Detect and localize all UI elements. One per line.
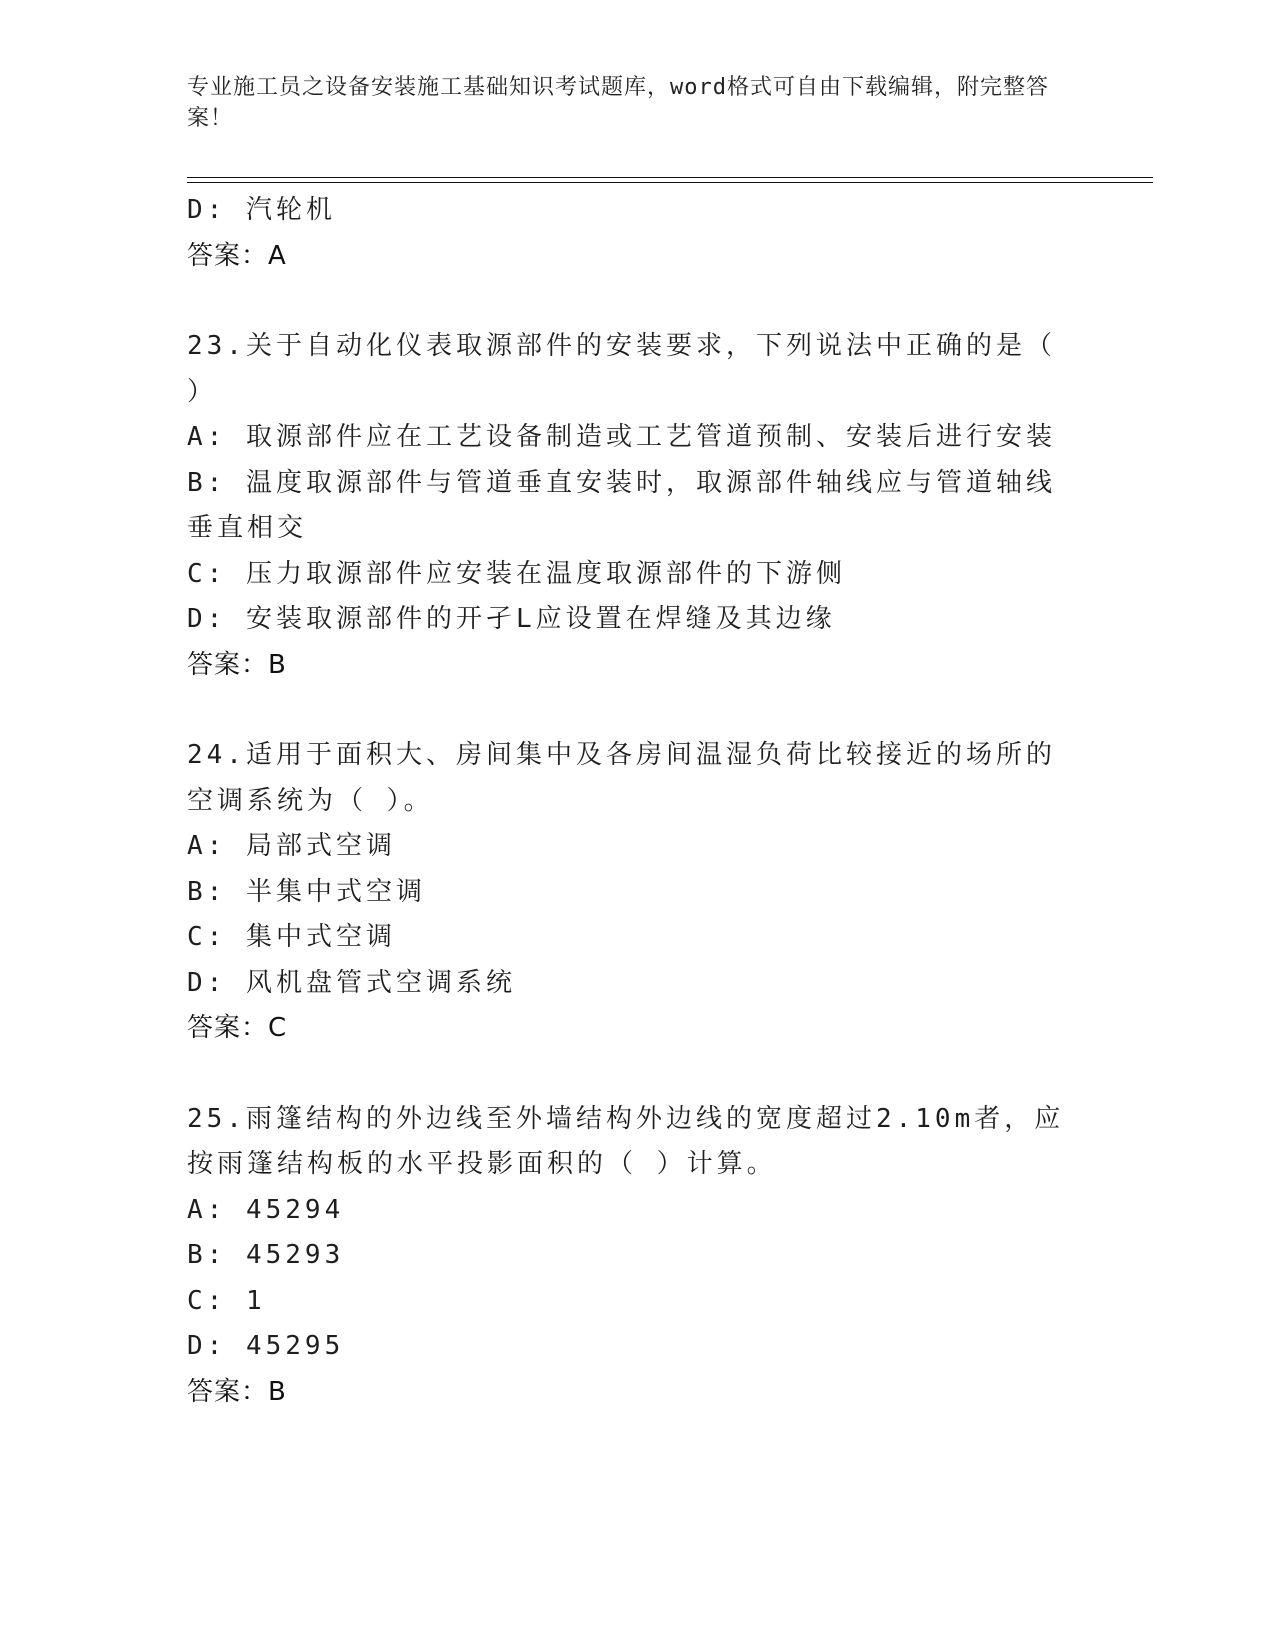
- document-body: [187, 188, 1067, 1415]
- answer-line: 答案：B: [187, 649, 287, 680]
- document-header: 专业施工员之设备安装施工基础知识考试题库，word格式可自由下载编辑，附完整答案！: [187, 75, 1049, 131]
- option-d: D: 45295: [187, 1331, 345, 1361]
- option-c: C: 1: [187, 1285, 266, 1316]
- question-stem: 23.关于自动化仪表取源部件的安装要求，下列说法中正确的是（ ）: [187, 331, 1056, 407]
- option-b: B: 45293: [187, 1240, 345, 1270]
- option-c: C: 集中式空调: [187, 922, 396, 952]
- previous-question-tail: [187, 188, 1067, 279]
- spacer: [187, 1052, 1067, 1097]
- option-a: A: 局部式空调: [187, 831, 396, 861]
- option-b: B: 温度取源部件与管道垂直安装时，取源部件轴线应与管道轴线垂直相交: [187, 467, 1056, 543]
- question-23: [187, 324, 1067, 688]
- option-a: A: 45294: [187, 1194, 345, 1225]
- option-a: A: 取源部件应在工艺设备制造或工艺管道预制、安装后进行安装: [187, 422, 1056, 452]
- option-b: B: 半集中式空调: [187, 876, 426, 907]
- question-stem: 25.雨篷结构的外边线至外墙结构外边线的宽度超过2.10m者，应按雨篷结构板的水平投影面积的（ ）计算。: [187, 1103, 1065, 1179]
- question-stem: 24.适用于面积大、房间集中及各房间温湿负荷比较接近的场所的空调系统为（ ）。: [187, 740, 1056, 816]
- spacer: [187, 688, 1067, 733]
- option-d: D: 风机盘管式空调系统: [187, 967, 516, 998]
- option-d: D: 汽轮机: [187, 195, 336, 225]
- question-25: [187, 1097, 1067, 1416]
- header-divider-top: [187, 177, 1153, 178]
- answer-line: 答案：C: [187, 1013, 288, 1043]
- option-d: D: 安装取源部件的开孑L应设置在焊缝及其边缘: [187, 604, 836, 634]
- header-divider-bottom: [187, 182, 1153, 183]
- question-24: [187, 733, 1067, 1052]
- answer-line: 答案：B: [187, 1376, 287, 1407]
- answer-line: 答案：A: [187, 240, 287, 271]
- spacer: [187, 279, 1067, 324]
- option-c: C: 压力取源部件应安装在温度取源部件的下游侧: [187, 558, 846, 589]
